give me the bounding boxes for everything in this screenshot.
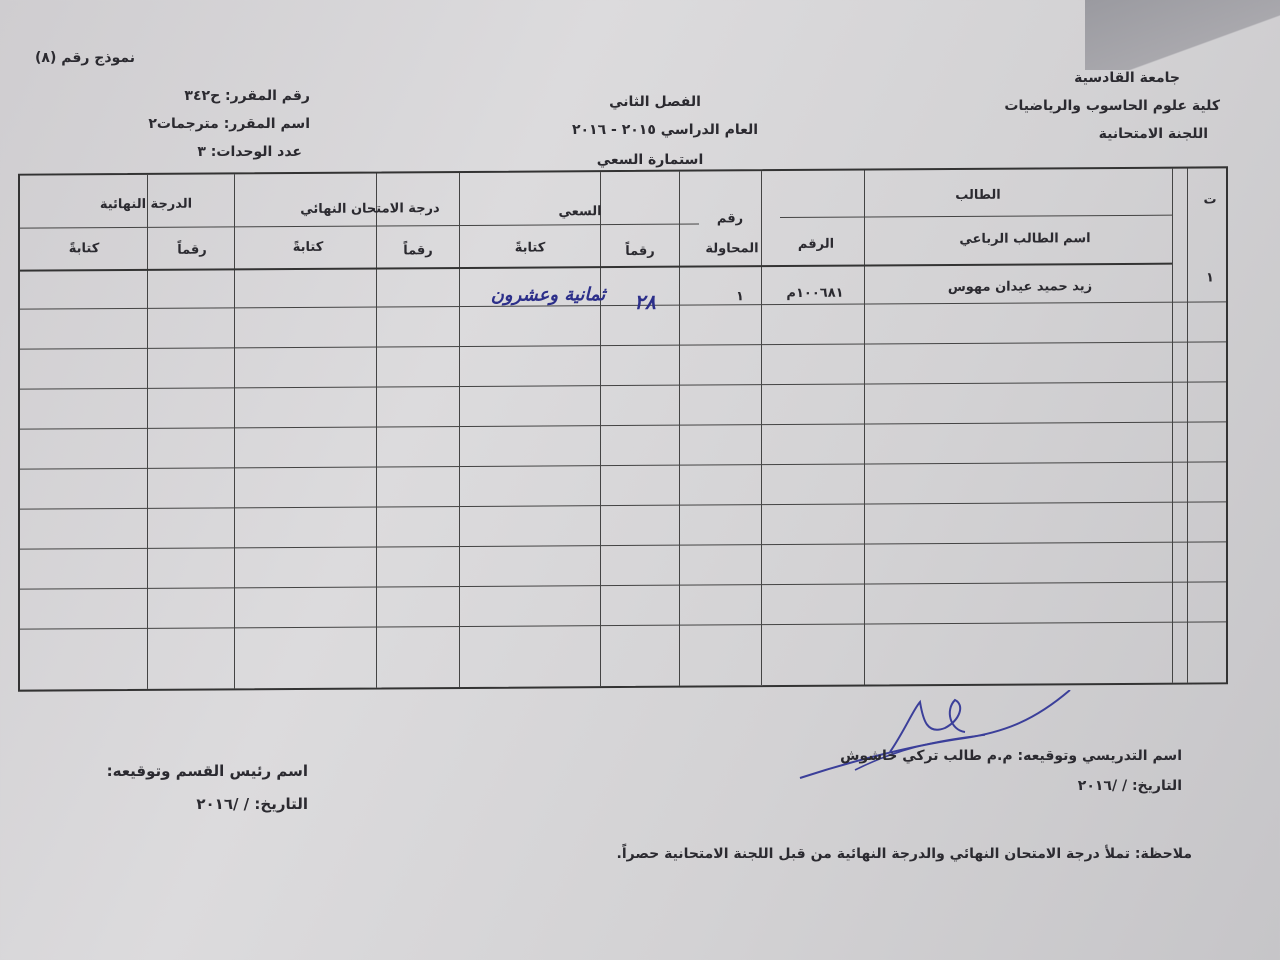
- course-name: اسم المقرر: مترجمات٢: [148, 116, 310, 132]
- header-student-id: الرقم: [797, 236, 835, 252]
- course-number: رقم المقرر: ح٣٤٢: [184, 88, 310, 104]
- row1-coursework-written: ثمانية وعشرون: [490, 284, 606, 306]
- header-coursework-numeric: رقماً: [625, 243, 655, 259]
- header-attempt-1: رقم: [716, 211, 744, 227]
- footnote: ملاحظة: تملأ درجة الامتحان النهائي والدرجة النهائية من قبل اللجنة الامتحانية حصراً.: [616, 846, 1192, 862]
- header-student-name: اسم الطالب الرباعي: [959, 231, 1091, 247]
- row1-coursework-numeric: ٢٨: [634, 289, 656, 314]
- header-seq: ت: [1203, 192, 1217, 208]
- form-number: نموذج رقم (٨): [35, 50, 135, 66]
- instructor-date: التاريخ: / /٢٠١٦: [1077, 778, 1182, 794]
- academic-year: العام الدراسي ٢٠١٥ - ٢٠١٦: [571, 122, 759, 138]
- row1-attempt: ١: [736, 289, 744, 305]
- university-name: جامعة القادسية: [1074, 70, 1180, 86]
- college-name: كلية علوم الحاسوب والرياضيات: [1004, 98, 1220, 114]
- header-final-numeric: رقماً: [403, 243, 433, 259]
- header-grade-written: كتابةً: [68, 241, 100, 257]
- paper-fold-shadow: [1085, 0, 1280, 70]
- header-final-grade: الدرجة النهائية: [99, 196, 193, 213]
- form-title: استمارة السعي: [596, 152, 704, 168]
- header-final-exam: درجة الامتحان النهائي: [300, 201, 440, 217]
- instructor-signature: [795, 690, 1085, 785]
- grades-table: [18, 166, 1228, 691]
- exam-committee: اللجنة الامتحانية: [1098, 126, 1208, 142]
- row1-student-id: ١٠٠٦٨١م: [786, 285, 844, 302]
- department-head-label: اسم رئيس القسم وتوقيعه:: [106, 762, 308, 780]
- row1-seq: ١: [1206, 270, 1214, 286]
- header-final-written: كتابةً: [292, 239, 324, 256]
- header-attempt-2: المحاولة: [705, 241, 759, 257]
- instructor-label: اسم التدريسي وتوقيعه: م.م طالب تركي خاشوش: [840, 748, 1182, 764]
- department-head-date: التاريخ: / /٢٠١٦: [196, 795, 308, 813]
- header-grade-numeric: رقماً: [177, 242, 207, 258]
- header-student: الطالب: [955, 187, 1001, 203]
- header-coursework: السعي: [558, 204, 602, 220]
- semester: الفصل الثاني: [609, 94, 701, 110]
- course-units: عدد الوحدات: ٣: [197, 144, 302, 160]
- row1-student-name: زيد حميد عيدان مهوس: [947, 279, 1093, 296]
- header-coursework-written: كتابةً: [514, 240, 546, 256]
